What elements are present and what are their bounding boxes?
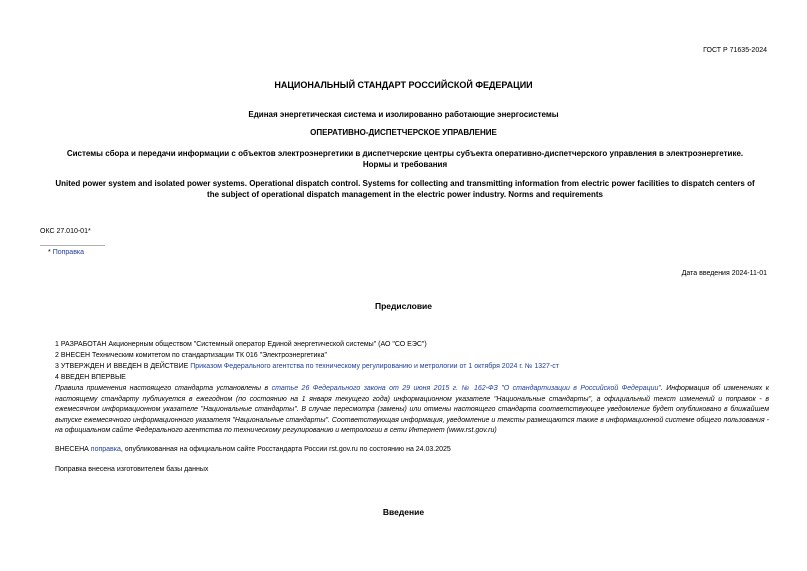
preface-item-first-introduced: 4 ВВЕДЕН ВПЕРВЫЕ xyxy=(55,374,126,381)
amendment-link[interactable]: поправка xyxy=(90,446,121,453)
footnote xyxy=(48,249,84,256)
amendment-published-line xyxy=(55,446,451,453)
introduction-date: Дата введения 2024-11-01 xyxy=(681,270,767,277)
standard-type-title: НАЦИОНАЛЬНЫЙ СТАНДАРТ РОССИЙСКОЙ ФЕДЕРАЦИИ xyxy=(274,80,533,90)
section-title: ОПЕРАТИВНО-ДИСПЕТЧЕРСКОЕ УПРАВЛЕНИЕ xyxy=(310,128,497,137)
order-link[interactable]: Приказом Федерального агентства по техническому регулированию и метрологии от 1 октября 2024 г. № 1327-ст xyxy=(190,363,559,370)
footnote-star: * xyxy=(48,249,51,256)
rules-text-start: Правила применения настоящего стандарта установлены в xyxy=(55,385,272,392)
preface-item-approved xyxy=(55,363,559,370)
application-rules-paragraph xyxy=(55,384,769,437)
approved-label: 3 УТВЕРЖДЕН И ВВЕДЕН В ДЕЙСТВИЕ xyxy=(55,363,191,370)
rules-text-end: . Информация об изменениях к настоящему стандарту публикуется в ежегодном (по состоянию на 1 января текущего года) информационном указателе "Национальные стандарты", а официальный текст изменений и поправок - в ежемесячном информационном указателе "Национальные стандарты". В случае пересмотра (замены) или отмены настоящего стандарта соответствующее уведомление будет опубликовано в ближайшем выпуске ежемесячного информационного указателя "Национальные стандарты". Соответствующая информация, уведомление и тексты размещаются также в информационной системе общего пользования - на официальном сайте Федерального агентства по техническому регулированию и метрологии в сети Интернет (www.rst.gov.ru) xyxy=(55,385,769,434)
preface-item-submitted: 2 ВНЕСЕН Техническим комитетом по стандартизации ТК 016 "Электроэнергетика" xyxy=(55,352,327,359)
preface-heading: Предисловие xyxy=(374,301,433,311)
published-prefix: ВНЕСЕНА xyxy=(55,446,91,453)
series-title: Единая энергетическая система и изолированно работающие энергосистемы xyxy=(248,110,559,119)
introduction-heading: Введение xyxy=(382,507,425,517)
preface-item-developed: 1 РАЗРАБОТАН Акционерным обществом "Системный оператор Единой энергетической системы" (АО "СО ЕЭС") xyxy=(55,341,427,348)
federal-law-link[interactable]: статье 26 Федерального закона от 29 июня 2015 г. № 162-ФЗ "О стандартизации в Российской Федерации" xyxy=(271,385,661,392)
database-note: Поправка внесена изготовителем базы данных xyxy=(55,466,209,473)
correction-link[interactable]: Поправка xyxy=(52,249,85,256)
english-title: United power system and isolated power systems. Operational dispatch control. Systems for collecting and transmitting information from electric power facilities to dispatch centers of the subject of operational dispatch management in the electric power industry. Norms and requirements xyxy=(55,179,755,199)
russian-title: Системы сбора и передачи информации с объектов электроэнергетики в диспетчерские центры субъекта оперативно-диспетчерского управления в электроэнергетике. Нормы и требования xyxy=(66,149,744,169)
oks-code: ОКС 27.010-01* xyxy=(40,228,91,235)
footnote-divider xyxy=(40,245,105,246)
published-suffix: , опубликованная на официальном сайте Росстандарта России rst.gov.ru по состоянию на 24.03.2025 xyxy=(120,446,451,453)
document-code: ГОСТ Р 71635-2024 xyxy=(703,47,767,54)
